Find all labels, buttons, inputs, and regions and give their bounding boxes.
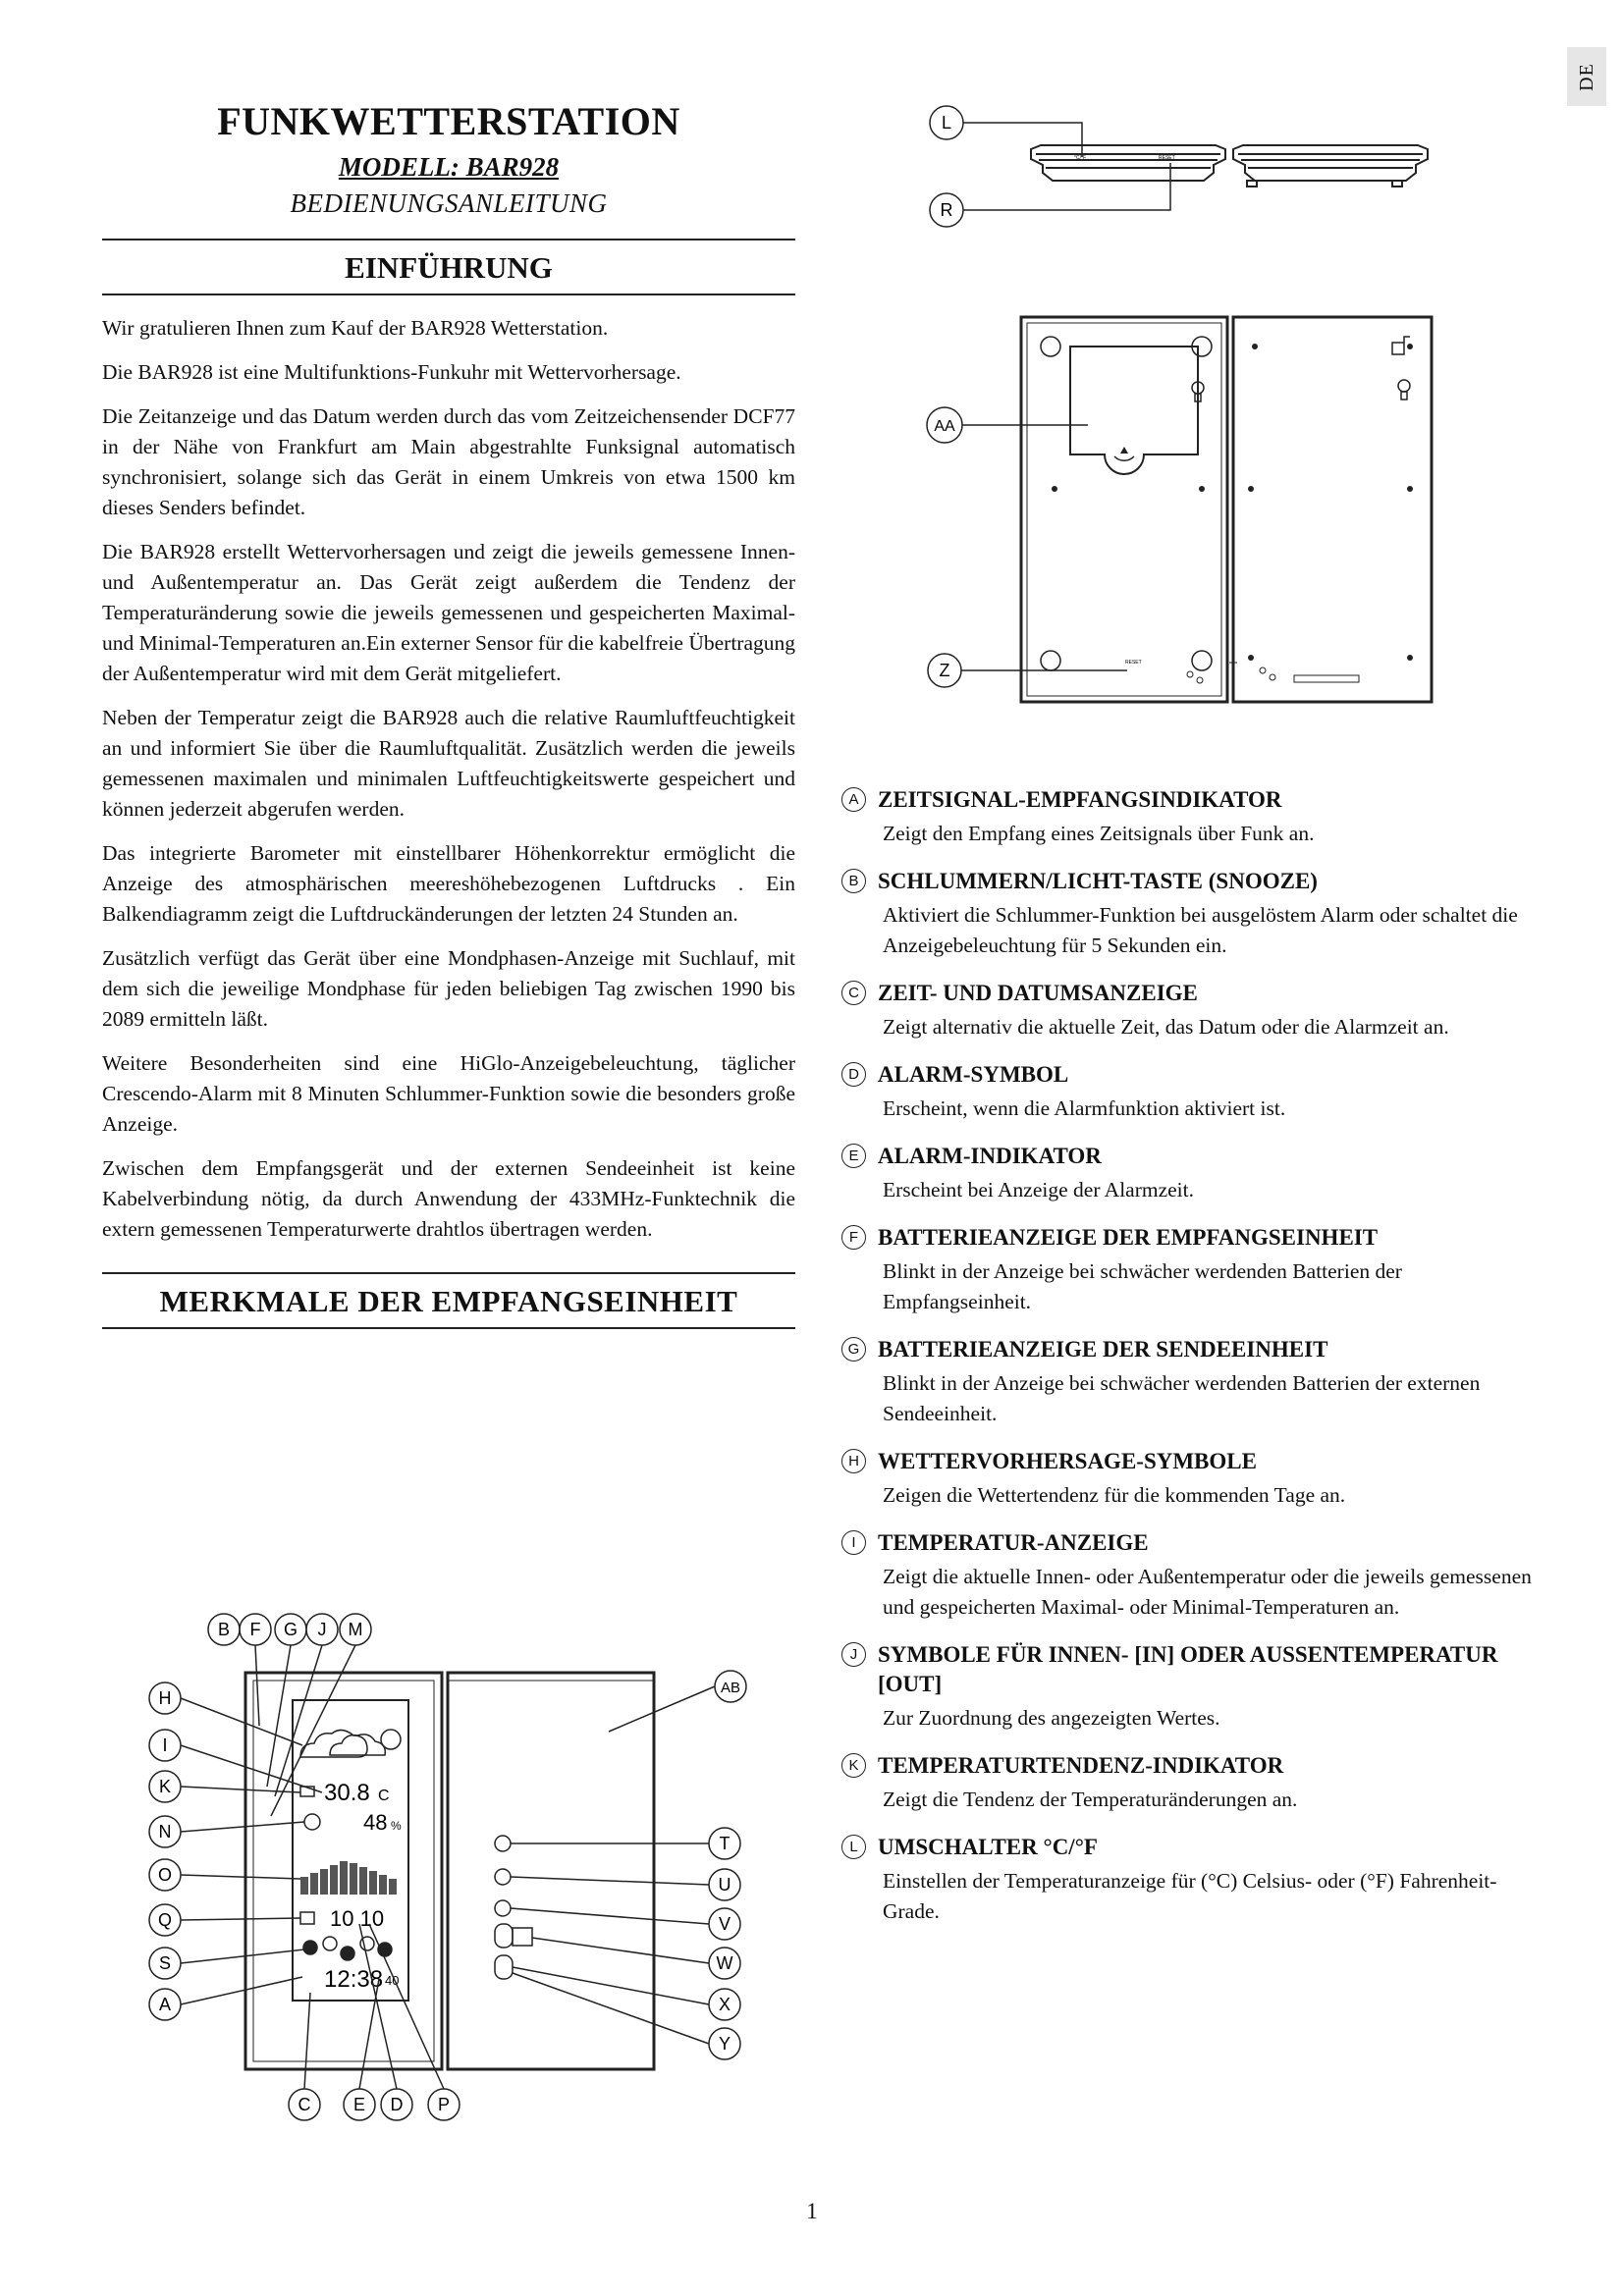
svg-text:AA: AA [934, 418, 955, 435]
language-tab [1567, 47, 1606, 106]
callout-left-label: K [158, 1777, 172, 1796]
features-heading: MERKMALE DER EMPFANGSEINHEIT [102, 1272, 795, 1329]
back-panel-left [1021, 317, 1227, 702]
feature-title: ZEITSIGNAL-EMPFANGSINDIKATOR [878, 787, 1282, 812]
intro-heading: EINFÜHRUNG [102, 239, 795, 295]
svg-text:Z: Z [939, 661, 950, 680]
svg-text:L: L [941, 113, 952, 133]
feature-item [841, 785, 1548, 849]
feature-item [841, 1751, 1548, 1815]
feature-title: SCHLUMMERN/LICHT-TASTE (SNOOZE) [878, 869, 1318, 893]
feature-title: TEMPERATUR-ANZEIGE [878, 1530, 1149, 1555]
feature-title: TEMPERATURTENDENZ-INDIKATOR [878, 1753, 1284, 1778]
reset-label: RESET [1125, 660, 1142, 666]
callout-right-label: U [718, 1875, 731, 1895]
feature-letter: D [841, 1062, 866, 1087]
feature-description: Aktiviert die Schlummer-Funktion bei ausgelöstem Alarm oder schaltet die Anzeigebeleuchtung für 5 Sekunden ein. [883, 903, 1518, 957]
callout-right-label: X [718, 1995, 731, 2014]
lcd-date-box [300, 1912, 314, 1924]
feature-description: Erscheint bei Anzeige der Alarmzeit. [883, 1178, 1194, 1201]
feature-description: Zeigt den Empfang eines Zeitsignals über Funk an. [883, 822, 1315, 845]
feature-title: WETTERVORHERSAGE-SYMBOLE [878, 1449, 1257, 1473]
feature-letter: K [841, 1753, 866, 1778]
lcd-time: 12:38 [324, 1966, 384, 1993]
callout-bottom-label: E [352, 2095, 366, 2114]
lcd-seconds: 40 [385, 1973, 400, 1988]
callout-left-label: S [158, 1953, 172, 1973]
model-line: MODELL: BAR928 [338, 152, 560, 182]
feature-item [841, 1335, 1548, 1429]
callout-left-label: N [158, 1822, 172, 1842]
feature-description: Blinkt in der Anzeige bei schwächer werdenden Batterien der externen Sendeeinheit. [883, 1371, 1481, 1425]
callout-top-label: J [317, 1620, 327, 1639]
label-l-callout [930, 106, 1082, 157]
intro-paragraph: Zusätzlich verfügt das Gerät über eine Mondphasen-Anzeige mit Suchlauf, mit dem sich die jeweilige Mondphase für jeden beliebigen Tag zwischen 1990 bis 2089 ermitteln läßt. [102, 946, 795, 1031]
lcd-temp-unit: C [378, 1788, 390, 1804]
intro-paragraph: Die BAR928 erstellt Wettervorhersagen und zeigt die jeweils gemessene Innen- und Außentemperatur an. Das Gerät zeigt außerdem die Tendenz der Temperaturänderung sowie die jeweils gemessenen und gespeicherten Maximal- und Minimal-Temperaturen an.Ein externer Sensor für die kabelfreie Übertragung der Außentemperatur wird mit dem Gerät mitgeliefert. [102, 540, 795, 685]
back-panel-right [1229, 317, 1432, 702]
feature-letter: A [841, 787, 866, 812]
intro-paragraph: Wir gratulieren Ihnen zum Kauf der BAR928 Wetterstation. [102, 316, 609, 340]
feature-list [841, 785, 1548, 1945]
feature-title: ALARM-SYMBOL [878, 1062, 1069, 1087]
feature-item [841, 1223, 1548, 1317]
feature-item [841, 1833, 1548, 1927]
intro-paragraph: Weitere Besonderheiten sind eine HiGlo-Anzeigebeleuchtung, täglicher Crescendo-Alarm mit 8 Minuten Schlummer-Funktion sowie die besonders große Anzeige. [102, 1051, 795, 1136]
callouts-left [149, 1682, 322, 2020]
front-device-right [448, 1673, 654, 2069]
label-aa-callout [927, 407, 1088, 443]
lcd-date: 10 10 [330, 1906, 385, 1931]
feature-description: Zeigt die Tendenz der Temperaturänderungen an. [883, 1788, 1298, 1811]
callout-right-label: V [718, 1914, 731, 1934]
back-view-diagram [913, 309, 1443, 712]
feature-letter: C [841, 981, 866, 1005]
feature-description: Blinkt in der Anzeige bei schwächer werdenden Batterien der Empfangseinheit. [883, 1259, 1402, 1313]
intro-paragraph: Neben der Temperatur zeigt die BAR928 auch die relative Raumluftfeuchtigkeit an und informiert Sie über die Raumluftqualität. Zusätzlich werden die jeweils gemessenen maximalen und minimalen Luftfeuchtigkeitswerte gespeichert und können jederzeit abgerufen werden. [102, 706, 795, 821]
lcd-pressure-bars [300, 1861, 397, 1895]
callout-top-label: G [283, 1620, 298, 1639]
svg-text:R: R [940, 200, 953, 220]
feature-item [841, 979, 1548, 1042]
document-subtitle: BEDIENUNGSANLEITUNG [290, 188, 608, 218]
callout-left-label: A [158, 1995, 172, 2014]
callout-bottom-label: D [390, 2095, 404, 2114]
switch-label-reset: RESET [1159, 155, 1175, 161]
feature-letter: J [841, 1642, 866, 1667]
feature-letter: E [841, 1144, 866, 1168]
page-number: 1 [806, 2199, 818, 2223]
device-top-left-half [1031, 145, 1225, 181]
language-tab-label: DE [1575, 62, 1597, 91]
intro-paragraph: Zwischen dem Empfangsgerät und der externen Sendeeinheit ist keine Kabelverbindung nötig, da durch Anwendung der 433MHz-Funktechnik die extern gemessenen Temperaturwerte drahtlos übertragen werden. [102, 1156, 795, 1241]
intro-paragraph: Das integrierte Barometer mit einstellbarer Höhenkorrektur ermöglicht die Anzeige des atmosphärischen meereshöhebezogenen Luftdrucks . Ein Balkendiagramm zeigt die Luftdruckänderungen der letzten 24 Stunden an. [102, 841, 795, 926]
callout-bottom-label: C [298, 2095, 311, 2114]
feature-description: Einstellen der Temperaturanzeige für (°C) Celsius- oder (°F) Fahrenheit-Grade. [883, 1869, 1497, 1923]
callout-left-label: I [162, 1735, 168, 1755]
feature-item [841, 1447, 1548, 1511]
lcd-weather-icons [300, 1730, 401, 1757]
callout-bottom-label: P [437, 2095, 451, 2114]
lcd-hum-unit: % [391, 1819, 402, 1833]
callout-right-label: T [719, 1834, 731, 1853]
feature-item [841, 867, 1548, 961]
left-column [102, 90, 795, 1347]
callout-right-label: Y [718, 2034, 731, 2054]
feature-letter: B [841, 869, 866, 893]
callout-left-label: H [158, 1688, 172, 1708]
feature-description: Erscheint, wenn die Alarmfunktion aktiviert ist. [883, 1096, 1286, 1120]
feature-title: BATTERIEANZEIGE DER EMPFANGSEINHEIT [878, 1225, 1379, 1250]
switch-label-cf: °C/°F [1074, 155, 1087, 161]
feature-item [841, 1640, 1548, 1734]
top-view-diagram [913, 98, 1463, 236]
document-title: FUNKWETTERSTATION [217, 99, 680, 143]
label-r-callout [930, 163, 1170, 227]
feature-title: ZEIT- UND DATUMSANZEIGE [878, 981, 1198, 1005]
lcd-humidity: 48 [363, 1810, 388, 1835]
intro-paragraph: Die BAR928 ist eine Multifunktions-Funkuhr mit Wettervorhersage. [102, 360, 681, 384]
feature-title: BATTERIEANZEIGE DER SENDEEINHEIT [878, 1337, 1328, 1362]
callout-panel-label: AB [720, 1680, 741, 1696]
feature-description: Zeigt alternativ die aktuelle Zeit, das Datum oder die Alarmzeit an. [883, 1015, 1449, 1039]
callout-top-label: F [249, 1620, 261, 1639]
callout-left-label: O [157, 1865, 173, 1885]
feature-title: SYMBOLE FÜR INNEN- [IN] ODER AUSSENTEMPERATUR [OUT] [878, 1642, 1498, 1696]
feature-description: Zur Zuordnung des angezeigten Wertes. [883, 1706, 1220, 1730]
feature-letter: I [841, 1530, 866, 1555]
feature-letter: G [841, 1337, 866, 1362]
callout-left-label: Q [157, 1910, 173, 1930]
lcd-moon-phases [303, 1937, 392, 1960]
feature-description: Zeigt die aktuelle Innen- oder Außentemperatur oder die jeweils gemessenen und gespeicherten Maximal- oder Minimal-Temperaturen an. [883, 1565, 1532, 1619]
feature-item [841, 1060, 1548, 1124]
feature-description: Zeigen die Wettertendenz für die kommenden Tage an. [883, 1483, 1346, 1507]
lcd-comfort-icon [304, 1814, 320, 1830]
callout-top-label: B [217, 1620, 231, 1639]
intro-paragraph: Die Zeitanzeige und das Datum werden durch das vom Zeitzeichensender DCF77 in der Nähe von Frankfurt am Main abgestrahlte Funksignal automatisch synchronisiert, solange sich das Gerät in einem Umkreis von etwa 1500 km dieses Senders befindet. [102, 404, 795, 519]
callout-top-label: M [348, 1620, 363, 1639]
callouts-right [511, 1671, 746, 2059]
feature-item [841, 1528, 1548, 1623]
feature-letter: L [841, 1835, 866, 1859]
feature-title: ALARM-INDIKATOR [878, 1144, 1102, 1168]
feature-item [841, 1142, 1548, 1205]
feature-letter: F [841, 1225, 866, 1250]
feature-title: UMSCHALTER °C/°F [878, 1835, 1098, 1859]
front-buttons [495, 1836, 532, 1979]
lcd-temperature: 30.8 [324, 1780, 370, 1806]
front-view-diagram [137, 1600, 766, 2140]
feature-letter: H [841, 1449, 866, 1473]
callout-right-label: W [716, 1953, 733, 1973]
device-top-right-half [1233, 145, 1428, 187]
